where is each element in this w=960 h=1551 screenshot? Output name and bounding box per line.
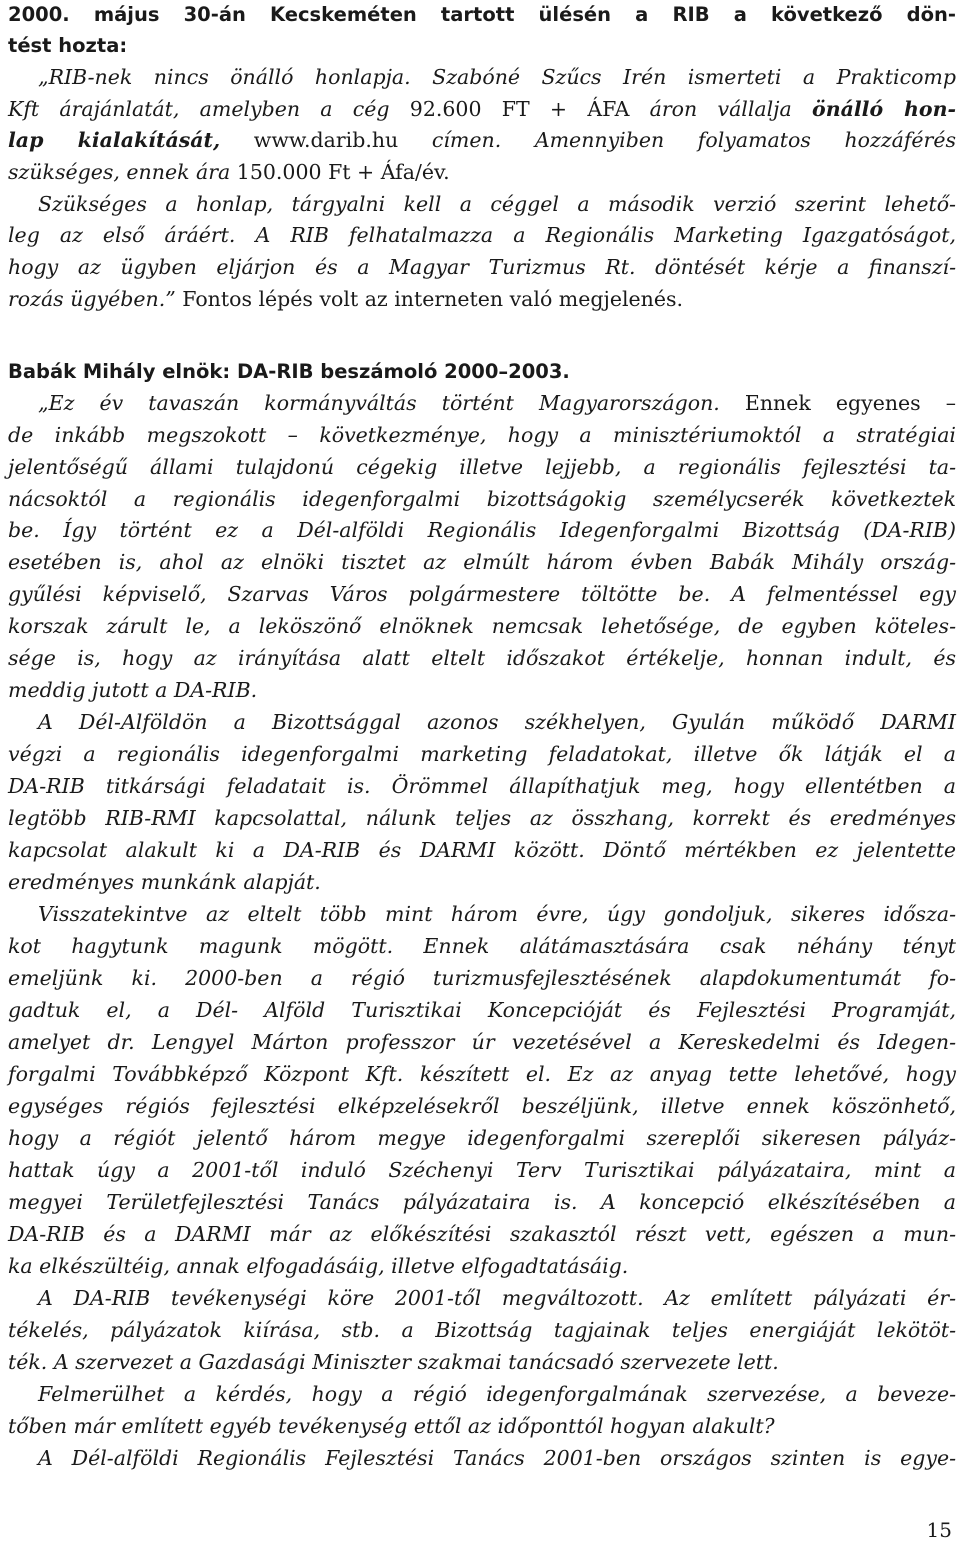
text-line — [8, 1186, 956, 1218]
text-segment: szükséges, ennek ára — [8, 160, 237, 184]
text-segment: címen. Amennyiben folyamatos hozzáférés — [398, 128, 957, 152]
text-segment: Fontos lépés volt az interneten való megjelenés. — [175, 287, 684, 311]
text-segment: végzi a regionális idegenforgalmi marketing feladatokat, illetve ők látják el a — [8, 742, 956, 766]
text-segment: jelentőségű állami tulajdonú cégekig illetve lejjebb, a regionális fejlesztési ta- — [8, 455, 956, 479]
text-segment: www.darib.hu — [220, 128, 399, 152]
text-line — [8, 61, 956, 93]
text-line — [8, 578, 956, 610]
text-segment: A Dél-alföldi Regionális Fejlesztési Tanács 2001-ben országos szinten is egye- — [38, 1446, 956, 1470]
text-line — [8, 1090, 956, 1122]
text-line — [8, 93, 956, 125]
text-segment: gyűlési képviselő, Szarvas Város polgármestere töltötte be. A felmentéssel egy — [8, 582, 956, 606]
text-line — [8, 1378, 956, 1410]
text-segment: kapcsolat alakult ki a DA-RIB és DARMI között. Döntő mértékben ez jelentette — [8, 838, 956, 862]
text-segment: 150.000 Ft + Áfa/év. — [236, 160, 450, 184]
text-segment: lap kialakítását, — [8, 128, 221, 152]
text-segment: 92.600 FT + ÁFA — [409, 97, 630, 121]
text-line — [8, 610, 956, 642]
text-segment: egységes régiós fejlesztési elképzelésekről beszéljünk, illetve ennek köszönhető, — [8, 1094, 956, 1118]
text-segment: Felmerülhet a kérdés, hogy a régió idegenforgalmának szervezése, a beveze- — [38, 1382, 956, 1406]
text-segment: kot hagytunk magunk mögött. Ennek alátámasztására csak néhány tényt — [8, 934, 956, 958]
text-line — [8, 156, 956, 188]
text-segment: Babák Mihály elnök: DA-RIB beszámoló 2000–2003. — [8, 360, 570, 383]
text-line — [8, 962, 956, 994]
text-line — [8, 188, 956, 220]
text-segment: hattak úgy a 2001-től induló Széchenyi Terv Turisztikai pályázataira, mint a — [8, 1158, 956, 1182]
text-line — [8, 834, 956, 866]
text-segment: hogy a régiót jelentő három megye idegenforgalmi szereplői sikeresen pályáz- — [8, 1126, 956, 1150]
text-segment: „Ez év tavaszán kormányváltás történt Magyarországon. — [38, 391, 720, 415]
text-line — [8, 451, 956, 483]
text-line — [8, 1250, 956, 1282]
text-line — [8, 0, 956, 30]
text-line — [8, 706, 956, 738]
text-segment: tést hozta: — [8, 34, 128, 57]
text-segment: emeljünk ki. 2000-ben a régió turizmusfejlesztésének alapdokumentumát fo- — [8, 966, 956, 990]
text-line — [8, 514, 956, 546]
text-segment: nácsoktól a regionális idegenforgalmi bizottságokig személycserék következtek — [8, 487, 956, 511]
text-line — [8, 1122, 956, 1154]
text-line — [8, 1282, 956, 1314]
text-segment: korszak zárult le, a leköszönő elnöknek nemcsak lehetősége, de egyben köteles- — [8, 614, 956, 638]
text-line — [8, 317, 956, 349]
text-segment: sége is, hogy az irányítása alatt eltelt időszakot értékelje, honnan indult, és — [8, 646, 956, 670]
text-segment: Ennek egyenes – — [719, 391, 956, 415]
text-line — [8, 1346, 956, 1378]
text-segment: esetében is, ahol az elnöki tisztet az elmúlt három évben Babák Mihály ország- — [8, 550, 956, 574]
text-segment: tőben már említett egyéb tevékenység ettől az időponttól hogyan alakult? — [8, 1414, 775, 1438]
text-line — [8, 355, 956, 387]
text-line — [8, 1410, 956, 1442]
text-line — [8, 642, 956, 674]
text-line — [8, 1154, 956, 1186]
text-segment: Szükséges a honlap, tárgyalni kell a céggel a második verzió szerint lehető- — [38, 192, 956, 216]
text-segment: 2000. május 30-án Kecskeméten tartott ülésén a RIB a következő dön- — [8, 3, 956, 26]
text-segment: önálló hon- — [812, 97, 956, 121]
text-line — [8, 219, 956, 251]
text-segment: DA-RIB és a DARMI már az előkészítési szakasztól részt vett, egészen a mun- — [8, 1222, 956, 1246]
text-line — [8, 419, 956, 451]
text-line — [8, 29, 956, 61]
text-segment: megyei Területfejlesztési Tanács pályázataira is. A koncepció elkészítésében a — [8, 1190, 956, 1214]
text-segment: DA-RIB titkársági feladatait is. Örömmel állapíthatjuk meg, hogy ellentétben a — [8, 774, 956, 798]
text-line — [8, 802, 956, 834]
text-line — [8, 124, 956, 156]
text-segment: ték. A szervezet a Gazdasági Miniszter szakmai tanácsadó szervezete lett. — [8, 1350, 779, 1374]
text-segment: be. Így történt ez a Dél-alföldi Regionális Idegenforgalmi Bizottság (DA-RIB) — [8, 518, 956, 542]
text-segment: hogy az ügyben eljárjon és a Magyar Turizmus Rt. döntését kérje a finanszí- — [8, 255, 956, 279]
text-segment: amelyet dr. Lengyel Márton professzor úr vezetésével a Kereskedelmi és Idegen- — [8, 1030, 956, 1054]
text-line — [8, 898, 956, 930]
text-line — [8, 546, 956, 578]
text-line — [8, 994, 956, 1026]
text-segment: A DA-RIB tevékenységi köre 2001-től megváltozott. Az említett pályázati ér- — [38, 1286, 956, 1310]
text-segment: rozás ügyében.” — [8, 287, 176, 311]
text-segment: de inkább megszokott – következménye, hogy a minisztériumoktól a stratégiai — [8, 423, 956, 447]
text-line — [8, 866, 956, 898]
text-segment: ka elkészültéig, annak elfogadásáig, illetve elfogadtatásáig. — [8, 1254, 629, 1278]
text-segment: Visszatekintve az eltelt több mint három évre, úgy gondoljuk, sikeres idősza- — [38, 902, 956, 926]
text-line — [8, 770, 956, 802]
text-line — [8, 1442, 956, 1474]
text-line — [8, 1058, 956, 1090]
text-segment: tékelés, pályázatok kiírása, stb. a Bizottság tagjainak teljes energiáját lekötöt- — [8, 1318, 956, 1342]
text-line — [8, 930, 956, 962]
text-line — [8, 738, 956, 770]
text-segment: eredményes munkánk alapját. — [8, 870, 321, 894]
text-line — [8, 251, 956, 283]
text-segment: „RIB-nek nincs önálló honlapja. Szabóné Szűcs Irén ismerteti a Prakticomp — [38, 65, 956, 89]
text-line — [8, 283, 956, 315]
text-segment: Kft árajánlatát, amelyben a cég — [8, 97, 410, 121]
text-segment: áron vállalja — [629, 97, 813, 121]
text-line — [8, 483, 956, 515]
text-segment: meddig jutott a DA-RIB. — [8, 678, 258, 702]
text-line — [8, 387, 956, 419]
text-line — [8, 674, 956, 706]
text-segment: gadtuk el, a Dél- Alföld Turisztikai Koncepcióját és Fejlesztési Programját, — [8, 998, 956, 1022]
text-segment: forgalmi Továbbképző Központ Kft. készített el. Ez az anyag tette lehetővé, hogy — [8, 1062, 956, 1086]
text-line — [8, 1314, 956, 1346]
text-line — [8, 1026, 956, 1058]
page-number: 15 — [926, 1518, 952, 1542]
text-segment: leg az első áráért. A RIB felhatalmazza a Regionális Marketing Igazgatóságot, — [8, 223, 956, 247]
text-segment: legtöbb RIB-RMI kapcsolattal, nálunk teljes az összhang, korrekt és eredményes — [8, 806, 956, 830]
text-line — [8, 1218, 956, 1250]
text-segment: A Dél-Alföldön a Bizottsággal azonos székhelyen, Gyulán működő DARMI — [38, 710, 956, 734]
